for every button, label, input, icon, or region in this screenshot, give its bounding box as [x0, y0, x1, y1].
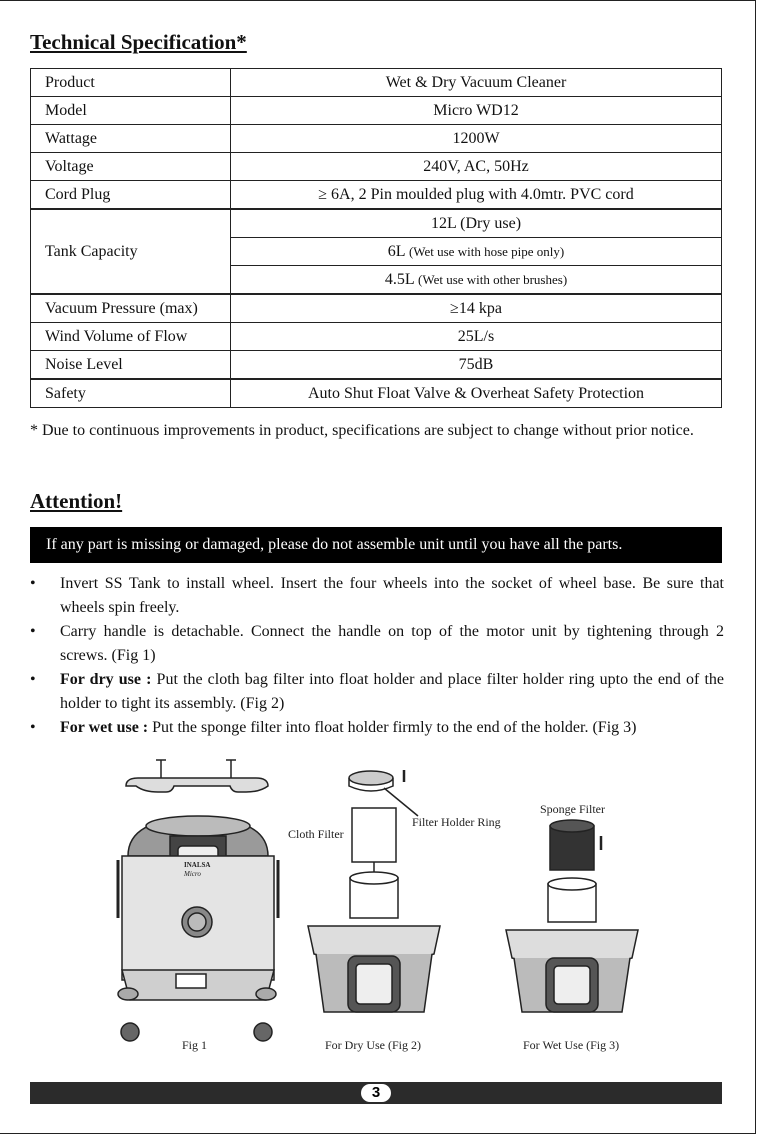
spec-label: Cord Plug [31, 181, 231, 210]
step-item: • Invert SS Tank to install wheel. Insert the four wheels into the socket of wheel base. Be sure that wheels spin freely. [30, 572, 724, 620]
brand-sub-label: Micro [184, 870, 201, 878]
spec-value: 12L (Dry use) [231, 209, 722, 238]
spec-value [231, 266, 722, 295]
assembly-steps [30, 572, 724, 740]
spec-value: 240V, AC, 50Hz [231, 153, 722, 181]
spec-value: Auto Shut Float Valve & Overheat Safety Protection [231, 379, 722, 408]
tank-amount: 6L [387, 242, 405, 260]
figures-area [0, 750, 757, 1070]
spec-value: Micro WD12 [231, 97, 722, 125]
step-bold-label: For wet use : [60, 719, 149, 736]
spec-label: Model [31, 97, 231, 125]
step-item [30, 668, 724, 716]
step-item: • Carry handle is detachable. Connect the handle on top of the motor unit by tightening through 2 screws. (Fig 1) [30, 620, 724, 668]
page-border-bottom [0, 1133, 756, 1134]
step-bold-label: For dry use : [60, 671, 152, 688]
step-text: Put the cloth bag filter into float holder and place filter holder ring upto the end of the holder to tight its assembly. (Fig 2) [60, 671, 725, 712]
fig2-caption: For Dry Use (Fig 2) [325, 1038, 421, 1052]
figures-svg [0, 750, 757, 1070]
filter-holder-ring-label: Filter Holder Ring [412, 815, 501, 829]
spec-value: 75dB [231, 351, 722, 380]
spec-label: Safety [31, 379, 231, 408]
spec-value: ≥ 6A, 2 Pin moulded plug with 4.0mtr. PVC cord [231, 181, 722, 210]
spec-table [30, 68, 722, 408]
spec-label: Wind Volume of Flow [31, 323, 231, 351]
fig1-vacuum-illustration [118, 760, 278, 1041]
fig3-caption: For Wet Use (Fig 3) [523, 1038, 620, 1052]
spec-row-wattage [31, 125, 722, 153]
page-border-top [0, 0, 755, 1]
spec-value: 1200W [231, 125, 722, 153]
spec-label: Vacuum Pressure (max) [31, 294, 231, 323]
spec-row-noise [31, 351, 722, 380]
cloth-filter-label: Cloth Filter [288, 827, 344, 841]
tank-note: (Wet use with hose pipe only) [408, 243, 565, 259]
spec-heading: Technical Specification* [30, 30, 247, 54]
spec-footnote: * Due to continuous improvements in product, specifications are subject to change without prior notice. [30, 422, 694, 439]
handle-icon [126, 778, 268, 792]
spec-row-voltage [31, 153, 722, 181]
spec-value: 25L/s [231, 323, 722, 351]
screw-icon [226, 760, 236, 778]
spec-label: Product [31, 69, 231, 97]
fig1-caption: Fig 1 [182, 1038, 208, 1052]
spec-value: ≥14 kpa [231, 294, 722, 323]
spec-label: Noise Level [31, 351, 231, 380]
spec-row-product [31, 69, 722, 97]
spec-row-tank-dry [31, 209, 722, 238]
spec-label: Voltage [31, 153, 231, 181]
screw-icon [156, 760, 166, 778]
step-item [30, 716, 724, 740]
page-number: 3 [361, 1084, 391, 1102]
spec-label: Tank Capacity [31, 209, 231, 294]
attention-banner: If any part is missing or damaged, please do not assemble unit until you have all the parts. [30, 527, 722, 563]
spec-row-safety [31, 379, 722, 408]
sponge-filter-label: Sponge Filter [540, 802, 605, 816]
attention-heading: Attention! [30, 489, 123, 513]
step-text: Put the sponge filter into float holder firmly to the end of the holder. (Fig 3) [148, 719, 637, 736]
spec-row-cord-plug [31, 181, 722, 210]
brand-label: INALSA [184, 861, 211, 869]
spec-row-vacuum [31, 294, 722, 323]
fig3-wet-use-illustration [506, 820, 638, 1012]
tank-note: (Wet use with other brushes) [418, 271, 568, 287]
fig2-dry-use-illustration [308, 770, 440, 1012]
tank-amount: 4.5L [384, 270, 415, 288]
spec-row-wind [31, 323, 722, 351]
spec-row-model [31, 97, 722, 125]
spec-value: Wet & Dry Vacuum Cleaner [231, 69, 722, 97]
spec-value [231, 238, 722, 266]
spec-label: Wattage [31, 125, 231, 153]
